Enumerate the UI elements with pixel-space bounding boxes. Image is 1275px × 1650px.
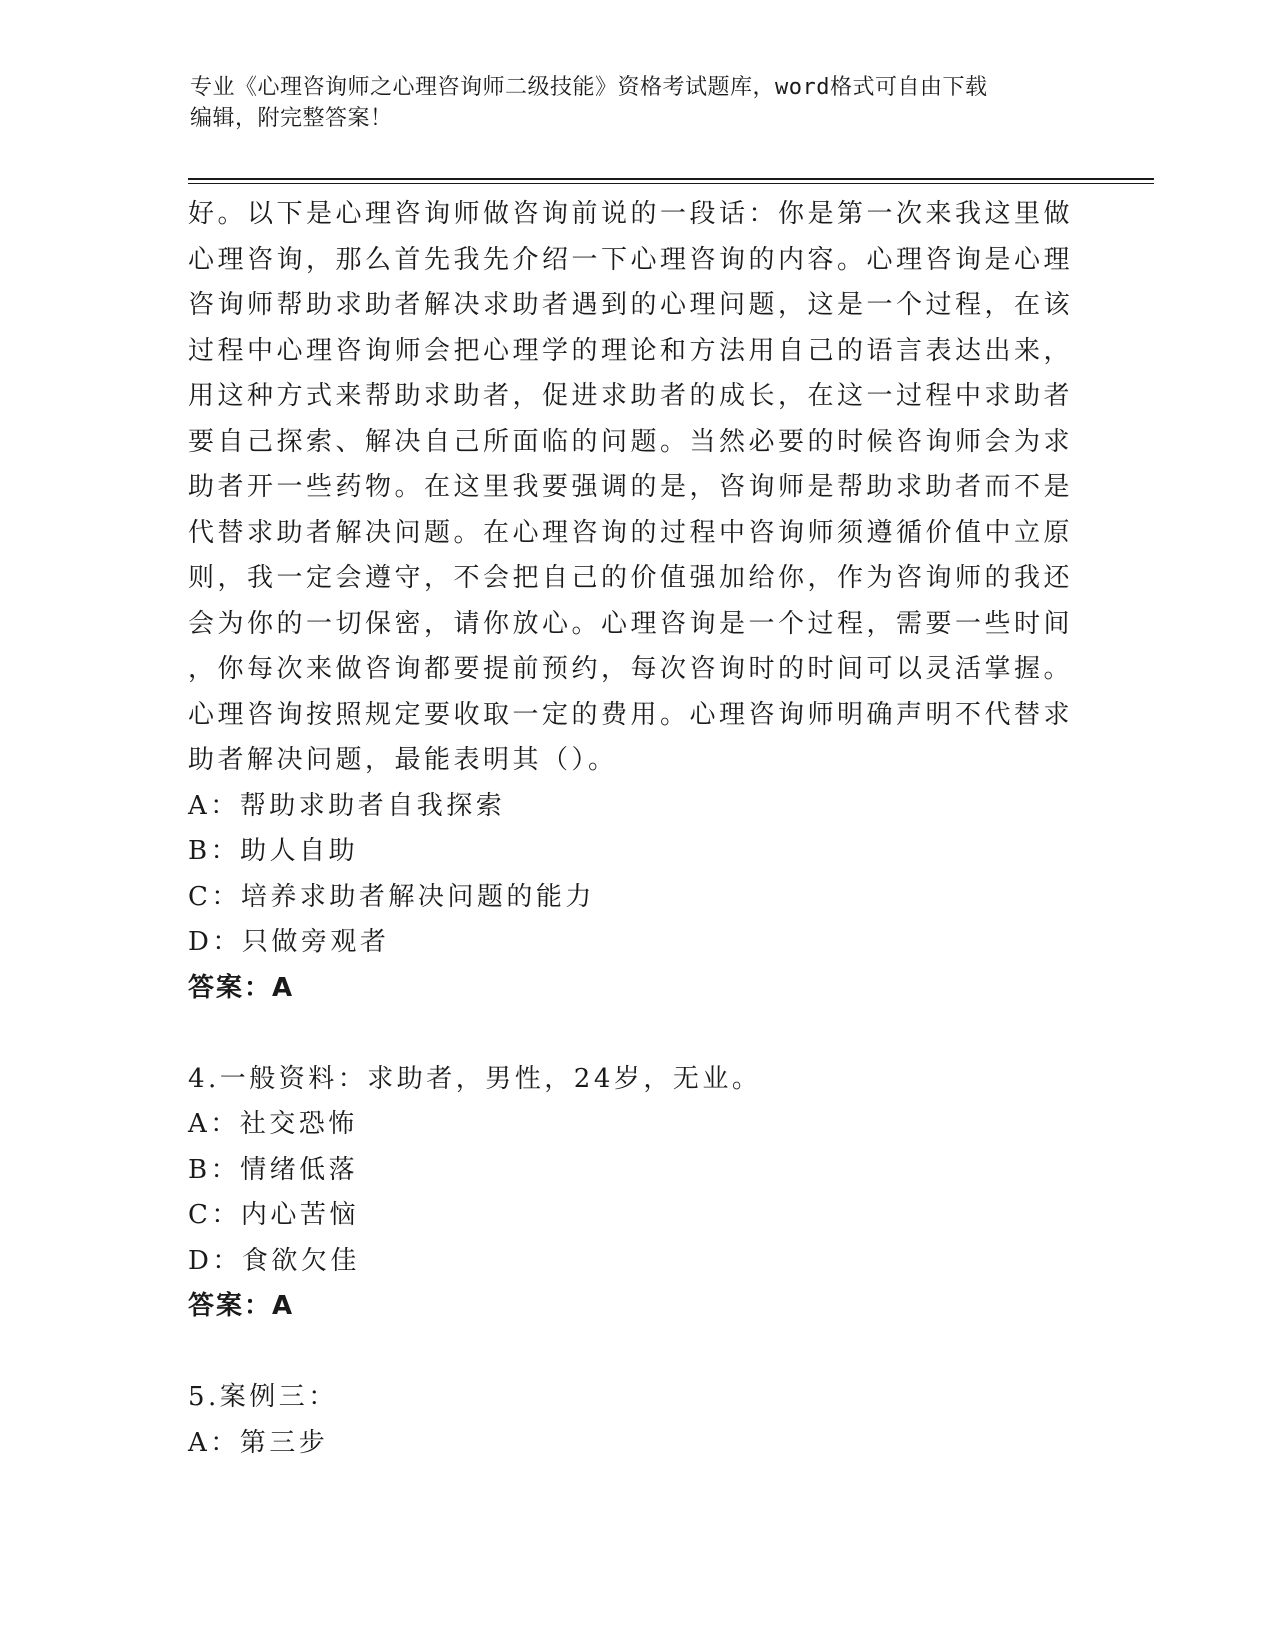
passage-line: 用这种方式来帮助求助者，促进求助者的成长，在这一过程中求助者 [188,381,1074,411]
passage-line: 助者解决问题，最能表明其（）。 [188,745,618,775]
question-3-passage [188,192,1088,784]
header-line: 编辑，附完整答案！ [190,106,393,131]
spacer [188,1011,1088,1057]
question-3-answer: 答案：A [188,972,295,1003]
option-b: B：助人自助 [188,836,359,866]
option-a: A：帮助求助者自我探索 [188,790,506,821]
question-4-answer: 答案：A [188,1291,295,1321]
question-5-stem: 5.案例三： [188,1382,338,1412]
question-4-stem: 4.一般资料：求助者，男性，24岁，无业。 [188,1063,762,1094]
passage-line: 过程中心理咨询师会把心理学的理论和方法用自己的语言表达出来， [188,335,1074,366]
document-header [190,72,1070,134]
header-rule-thin [188,183,1154,184]
option-c: C：培养求助者解决问题的能力 [188,881,595,912]
passage-line: 会为你的一切保密，请你放心。心理咨询是一个过程，需要一些时间 [188,608,1074,639]
passage-line: 心理咨询，那么首先我先介绍一下心理咨询的内容。心理咨询是心理 [188,244,1074,275]
spacer [188,1330,1088,1376]
passage-line: 心理咨询按照规定要收取一定的费用。心理咨询师明确声明不代替求 [188,699,1074,730]
passage-line: ，你每次来做咨询都要提前预约，每次咨询时的时间可以灵活掌握。 [188,654,1074,684]
question-4 [188,1057,1088,1330]
option-b: B：情绪低落 [188,1154,359,1185]
passage-line: 助者开一些药物。在这里我要强调的是，咨询师是帮助求助者而不是 [188,472,1074,502]
option-a: A：社交恐怖 [188,1109,358,1139]
document-body [188,192,1088,1466]
question-3-options [188,784,1088,966]
passage-line: 要自己探索、解决自己所面临的问题。当然必要的时候咨询师会为求 [188,426,1074,457]
option-a: A：第三步 [188,1427,329,1458]
header-line: 专业《心理咨询师之心理咨询师二级技能》资格考试题库，word格式可自由下载 [190,75,988,100]
option-d: D：食欲欠佳 [188,1245,360,1276]
passage-line: 代替求助者解决问题。在心理咨询的过程中咨询师须遵循价值中立原 [188,517,1074,548]
header-rule [188,178,1154,180]
option-c: C：内心苦恼 [188,1200,359,1230]
question-5 [188,1375,1088,1466]
passage-line: 则，我一定会遵守，不会把自己的价值强加给你，作为咨询师的我还 [188,563,1074,593]
passage-line: 咨询师帮助求助者解决求助者遇到的心理问题，这是一个过程，在该 [188,290,1074,320]
option-d: D：只做旁观者 [188,927,390,957]
passage-line: 好。以下是心理咨询师做咨询前说的一段话：你是第一次来我这里做 [188,199,1074,229]
